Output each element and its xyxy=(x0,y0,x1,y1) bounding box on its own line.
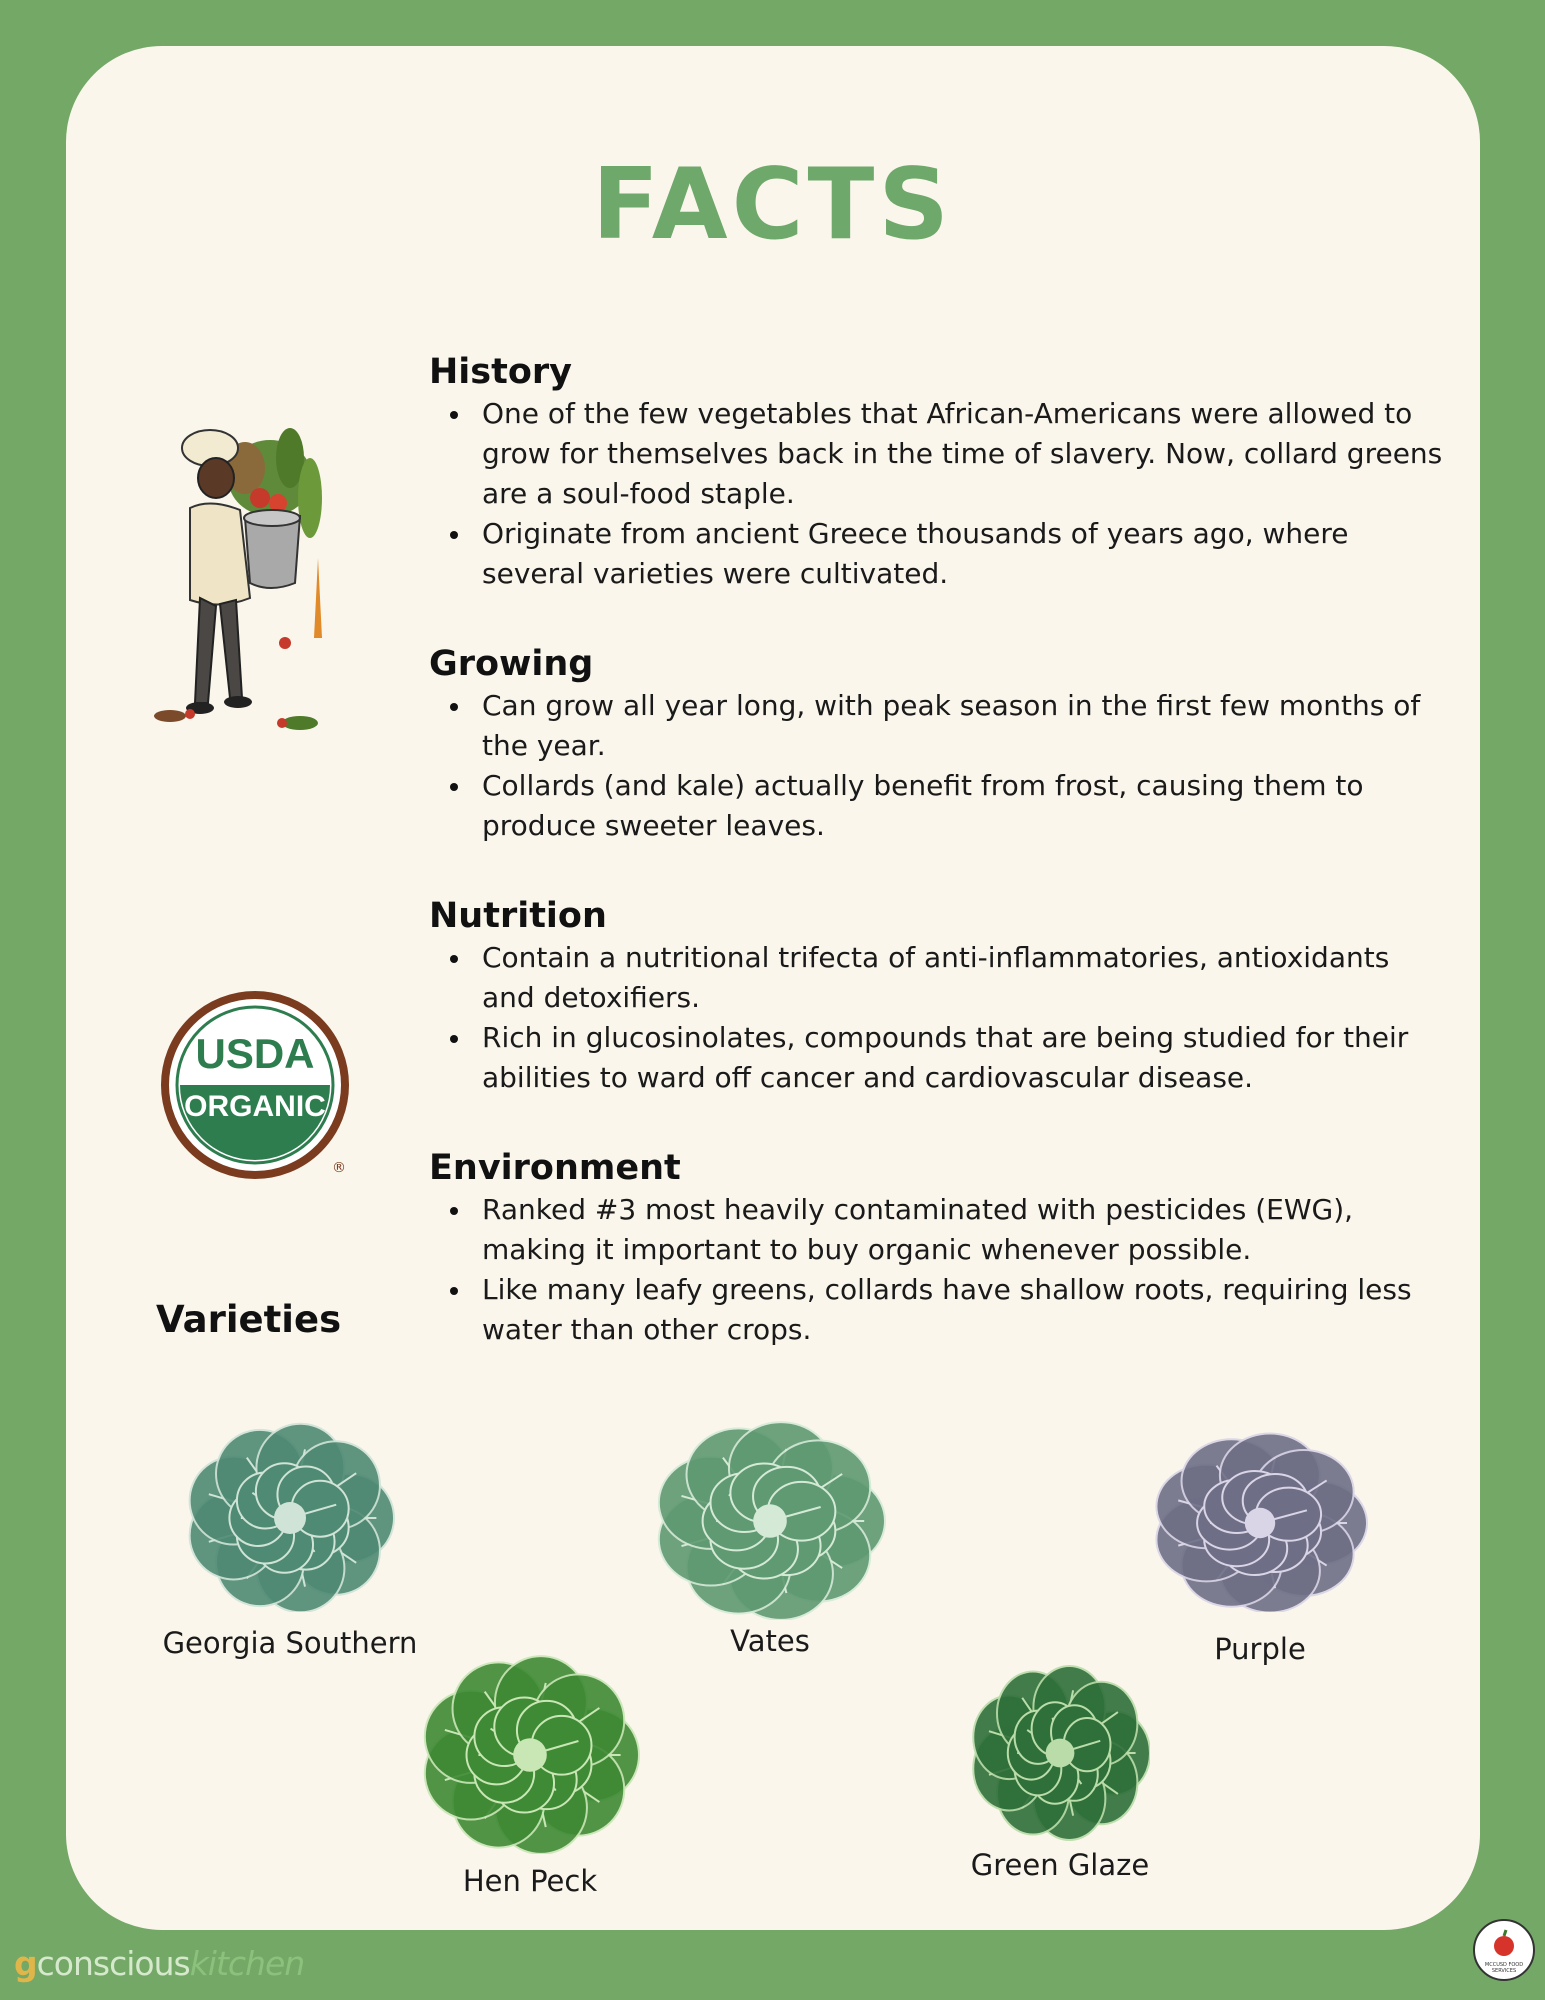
section-history xyxy=(429,350,1449,594)
logo-accent: kitchen xyxy=(189,1944,305,1983)
section-environment xyxy=(429,1146,1449,1350)
bullet-list xyxy=(429,394,1449,594)
bullet-list xyxy=(429,686,1449,846)
list-item: Ranked #3 most heavily contaminated with pesticides (EWG), making it important to buy organic whenever possible. xyxy=(429,1190,1449,1270)
logo-main: conscious xyxy=(36,1944,190,1983)
section-heading: Growing xyxy=(429,644,594,684)
usda-seal-bottom-text: ORGANIC xyxy=(184,1090,326,1123)
leaf-center xyxy=(753,1504,787,1538)
list-item: Contain a nutritional trifecta of anti-inflammatories, antioxidants and detoxifiers. xyxy=(429,938,1449,1018)
section-heading: Environment xyxy=(429,1148,681,1188)
variety-purple xyxy=(1130,1422,1390,1666)
leaf-center xyxy=(274,1502,306,1534)
list-item: Rich in glucosinolates, compounds that are being studied for their abilities to ward off cancer and cardiovascular disease. xyxy=(429,1018,1449,1098)
collard-image xyxy=(970,1652,1150,1842)
bullet-list xyxy=(429,1190,1449,1350)
list-item: Can grow all year long, with peak season in the first few months of the year. xyxy=(429,686,1449,766)
seal-label: MCCUSD FOOD SERVICES xyxy=(1484,1962,1524,1974)
leaf-center xyxy=(513,1738,547,1772)
variety-hen-peck xyxy=(410,1644,650,1898)
logo-g: g xyxy=(14,1944,37,1983)
list-item: Collards (and kale) actually benefit from frost, causing them to produce sweeter leaves. xyxy=(429,766,1449,846)
chef-illustration xyxy=(150,428,350,738)
variety-label: Hen Peck xyxy=(462,1864,598,1898)
section-heading: Nutrition xyxy=(429,896,607,936)
section-growing xyxy=(429,642,1449,846)
list-item: Originate from ancient Greece thousands of years ago, where several varieties were cultivated. xyxy=(429,514,1449,594)
collard-image xyxy=(180,1412,400,1612)
collard-image xyxy=(640,1410,900,1620)
section-heading: History xyxy=(429,352,572,392)
variety-label: Georgia Southern xyxy=(162,1626,418,1660)
variety-label: Green Glaze xyxy=(970,1848,1150,1882)
list-item: One of the few vegetables that African-Americans were allowed to grow for themselves back in the time of slavery. Now, collard greens are a soul-food staple. xyxy=(429,394,1449,514)
variety-georgia-southern xyxy=(150,1412,430,1660)
variety-label: Purple xyxy=(1214,1632,1306,1666)
leaf-center xyxy=(1245,1508,1275,1538)
varieties-heading: Varieties xyxy=(156,1298,342,1341)
food-services-seal xyxy=(1470,1916,1538,1984)
list-item: Like many leafy greens, collards have shallow roots, requiring less water than other crops. xyxy=(429,1270,1449,1350)
leaf-center xyxy=(1046,1739,1075,1768)
bullet-list xyxy=(429,938,1449,1098)
usda-seal-top-text: USDA xyxy=(195,1030,315,1077)
variety-vates xyxy=(630,1410,910,1658)
conscious-kitchen-logo xyxy=(14,1944,304,1983)
usda-organic-seal xyxy=(160,990,350,1180)
registered-mark: ® xyxy=(332,1160,346,1176)
variety-green-glaze xyxy=(940,1652,1180,1882)
variety-label: Vates xyxy=(730,1624,810,1658)
section-nutrition xyxy=(429,894,1449,1098)
collard-image xyxy=(415,1644,645,1854)
page-title: FACTS xyxy=(592,148,953,262)
collard-image xyxy=(1135,1422,1385,1612)
